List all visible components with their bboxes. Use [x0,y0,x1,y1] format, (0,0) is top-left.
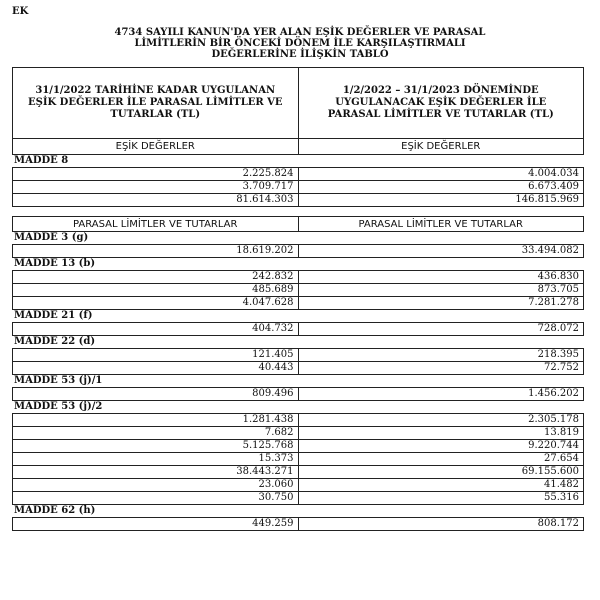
previous-value: 18.619.202 [13,245,299,257]
threshold-header [12,139,584,155]
table-row [13,180,583,193]
table-row [13,465,583,478]
article-label: MADDE 8 [14,155,69,166]
table-row [13,491,583,504]
previous-value: 404.732 [13,323,299,335]
title-line: DEĞERLERİNE İLİŞKİN TABLO [211,49,389,60]
table-row [13,168,583,180]
previous-value: 809.496 [13,388,299,400]
previous-value: 5.125.768 [13,440,299,452]
article-label: MADDE 62 (h) [14,505,96,516]
previous-value: 121.405 [13,349,299,361]
threshold-header-left: EŞİK DEĞERLER [13,139,299,154]
table-row [13,361,583,374]
previous-value: 40.443 [13,362,299,374]
previous-value: 1.281.438 [13,414,299,426]
monetary-limits-header [12,216,584,232]
comparison-table [12,67,584,531]
current-value: 146.815.969 [515,194,579,205]
current-value: 72.752 [544,362,579,373]
table-row [13,245,583,257]
current-value: 436.830 [537,271,579,282]
table-row [13,349,583,361]
previous-value: 242.832 [13,271,299,283]
threshold-header-right: EŞİK DEĞERLER [401,141,481,152]
article-label: MADDE 53 (j)/1 [14,375,103,386]
table-row [13,283,583,296]
article-values [12,517,584,531]
title-line: LİMİTLERİN BİR ÖNCEKİ DÖNEM İLE KARŞILAŞTIRMALI [134,38,466,49]
table-row [13,414,583,426]
table-row [13,452,583,465]
current-value: 55.316 [544,492,579,503]
appendix-label: EK [12,6,29,17]
previous-value: 38.443.271 [13,466,299,478]
article-label: MADDE 53 (j)/2 [14,401,103,412]
table-row [13,193,583,206]
article-values [12,413,584,505]
table-row [13,271,583,283]
monetary-header-left: PARASAL LİMİTLER VE TUTARLAR [13,217,299,231]
table-row [13,296,583,309]
current-value: 41.482 [544,479,579,490]
article-values [12,387,584,401]
threshold-sections [12,155,584,207]
current-value: 7.281.278 [528,297,579,308]
previous-value: 81.614.303 [13,194,299,206]
article-label: MADDE 3 (g) [14,232,89,243]
table-row [13,388,583,400]
article-label: MADDE 21 (f) [14,310,93,321]
current-value: 9.220.744 [528,440,579,451]
table-row [13,518,583,530]
monetary-sections [12,232,584,531]
previous-value: 7.682 [13,427,299,439]
table-header [12,67,584,139]
header-previous-period: 31/1/2022 TARİHİNE KADAR UYGULANAN EŞİK DEĞERLER İLE PARASAL LİMİTLER VE TUTARLAR (TL) [13,68,299,138]
document-title [0,27,600,60]
previous-value: 485.689 [13,284,299,296]
previous-value: 449.259 [13,518,299,530]
article-values [12,348,584,375]
table-row [13,323,583,335]
current-value: 33.494.082 [521,245,579,256]
previous-value: 15.373 [13,453,299,465]
article-label: MADDE 13 (b) [14,258,96,269]
article-values [12,270,584,310]
header-current-period: 1/2/2022 – 31/1/2023 DÖNEMİNDE UYGULANACAK EŞİK DEĞERLER İLE PARASAL LİMİTLER VE TUTARLAR (TL) [327,85,554,120]
article-values [12,167,584,207]
table-row [13,478,583,491]
previous-value: 30.750 [13,492,299,504]
previous-value: 3.709.717 [13,181,299,193]
table-row [13,426,583,439]
title-line: 4734 SAYILI KANUN'DA YER ALAN EŞİK DEĞERLER VE PARASAL [114,27,486,38]
current-value: 1.456.202 [528,388,579,399]
table-row [13,439,583,452]
current-value: 808.172 [537,518,579,529]
monetary-header-right: PARASAL LİMİTLER VE TUTARLAR [358,218,523,230]
article-values [12,322,584,336]
current-value: 6.673.409 [528,181,579,192]
article-values [12,244,584,258]
current-value: 873.705 [537,284,579,295]
current-value: 4.004.034 [528,168,579,179]
current-value: 218.395 [537,349,579,360]
previous-value: 2.225.824 [13,168,299,180]
current-value: 27.654 [544,453,579,464]
current-value: 728.072 [537,323,579,334]
previous-value: 4.047.628 [13,297,299,309]
current-value: 13.819 [544,427,579,438]
current-value: 69.155.600 [521,466,579,477]
previous-value: 23.060 [13,479,299,491]
article-label: MADDE 22 (d) [14,336,96,347]
current-value: 2.305.178 [528,414,579,425]
